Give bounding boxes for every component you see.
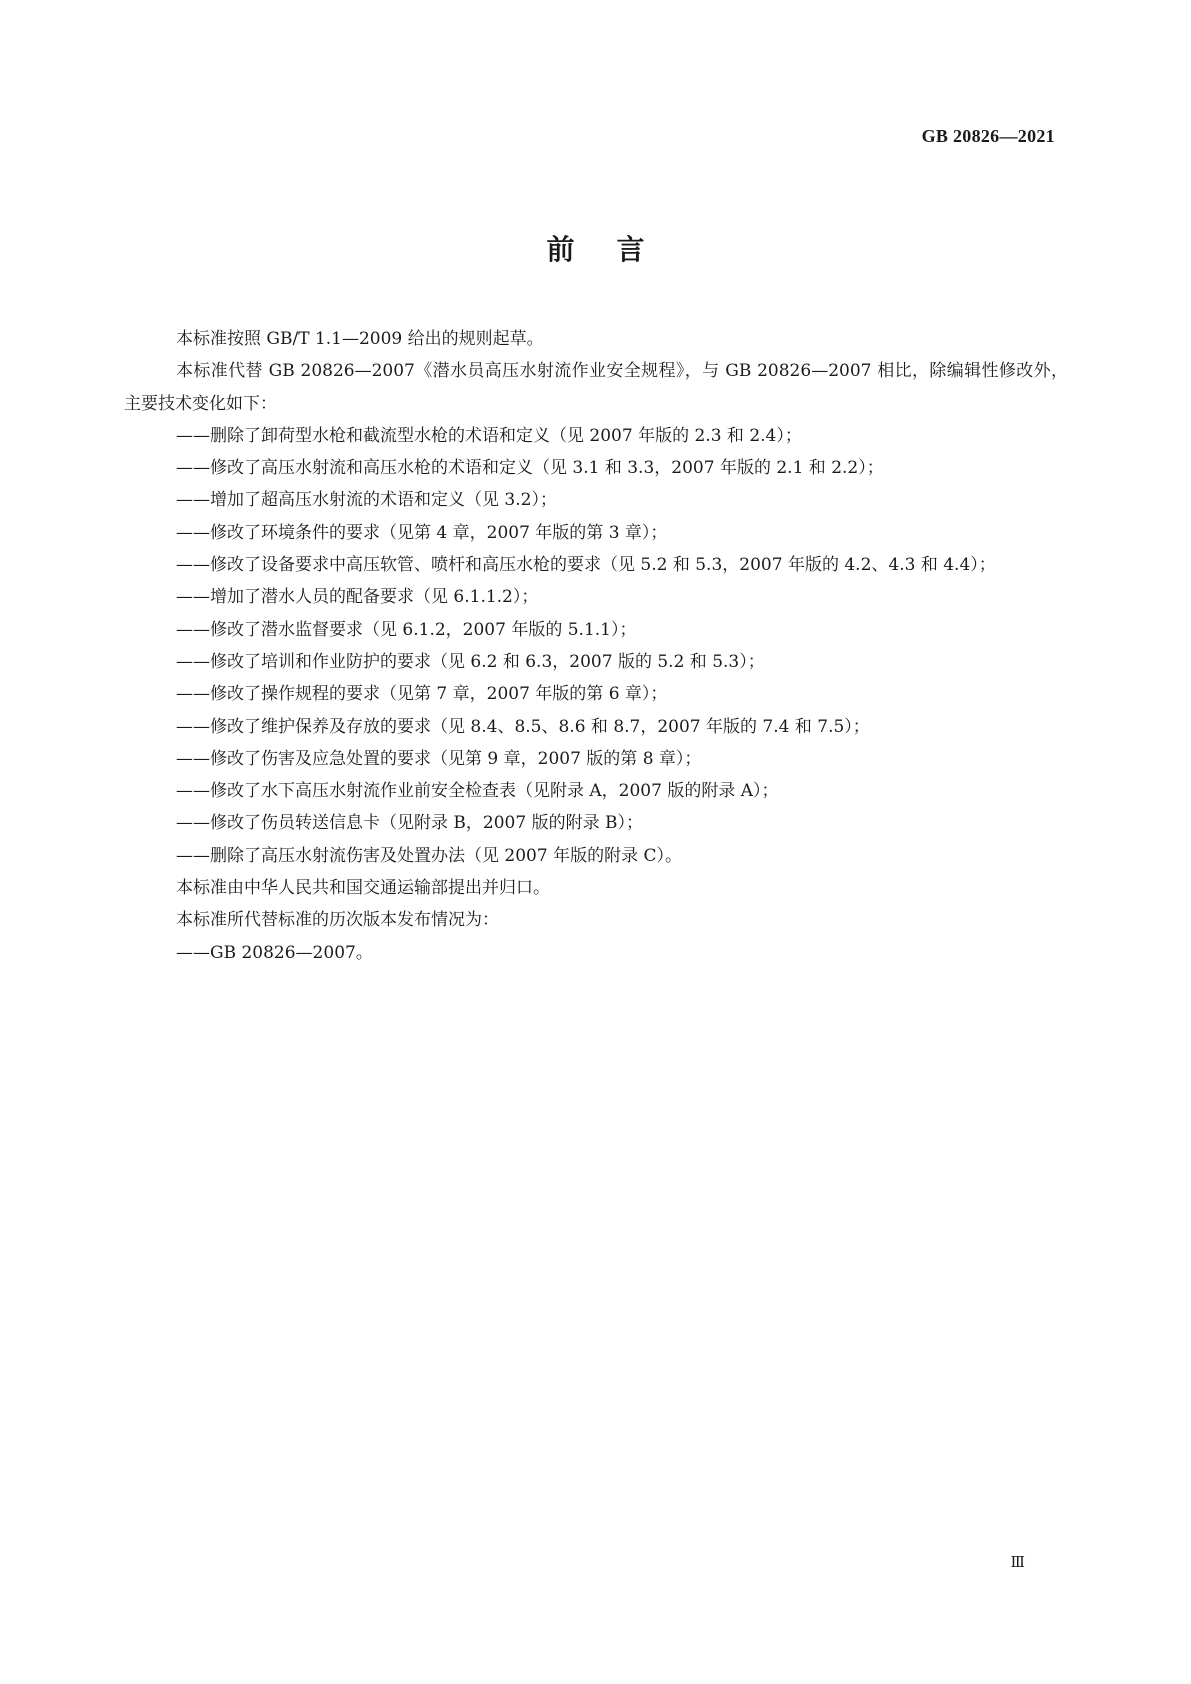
page-title: 前言 xyxy=(546,233,687,266)
list-item: ——修改了伤害及应急处置的要求（见第 9 章，2007 版的第 8 章）； xyxy=(176,748,702,769)
list-item: ——删除了高压水射流伤害及处置办法（见 2007 年版的附录 C）。 xyxy=(176,845,682,866)
paragraph-proposer: 本标准由中华人民共和国交通运输部提出并归口。 xyxy=(176,878,550,899)
paragraph-history-intro: 本标准所代替标准的历次版本发布情况为： xyxy=(176,910,499,931)
list-item: ——增加了潜水人员的配备要求（见 6.1.1.2）； xyxy=(176,587,539,608)
list-item: ——修改了环境条件的要求（见第 4 章，2007 年版的第 3 章）； xyxy=(176,522,668,543)
list-item: ——修改了伤员转送信息卡（见附录 B，2007 版的附录 B）； xyxy=(176,813,643,834)
list-item: ——修改了高压水射流和高压水枪的术语和定义（见 3.1 和 3.3，2007 年版的 2.1 和 2.2）； xyxy=(176,458,884,479)
page-number: Ⅲ xyxy=(1010,1555,1025,1571)
list-item: ——修改了操作规程的要求（见第 7 章，2007 年版的第 6 章）； xyxy=(176,684,668,705)
list-item: ——修改了水下高压水射流作业前安全检查表（见附录 A，2007 版的附录 A）； xyxy=(176,781,779,802)
foreword-body xyxy=(124,323,1068,969)
paragraph-drafting-rules: 本标准按照 GB/T 1.1—2009 给出的规则起草。 xyxy=(176,329,544,349)
list-item: ——修改了培训和作业防护的要求（见 6.2 和 6.3，2007 版的 5.2 和 5.3）； xyxy=(176,651,765,672)
paragraph-replaces: 本标准代替 GB 20826—2007《潜水员高压水射流作业安全规程》，与 GB 20826—2007 相比，除编辑性修改外，主要技术变化如下： xyxy=(124,361,1068,414)
list-item: ——修改了设备要求中高压软管、喷杆和高压水枪的要求（见 5.2 和 5.3，2007 年版的 4.2、4.3 和 4.4）； xyxy=(176,555,996,576)
list-item: ——删除了卸荷型水枪和截流型水枪的术语和定义（见 2007 年版的 2.3 和 2.4）； xyxy=(176,425,802,446)
history-item: ——GB 20826—2007。 xyxy=(176,942,373,963)
list-item: ——修改了潜水监督要求（见 6.1.2，2007 年版的 5.1.1）； xyxy=(176,619,637,640)
list-item: ——修改了维护保养及存放的要求（见 8.4、8.5、8.6 和 8.7，2007 年版的 7.4 和 7.5）； xyxy=(176,716,870,737)
standard-number: GB 20826—2021 xyxy=(921,126,1055,146)
list-item: ——增加了超高压水射流的术语和定义（见 3.2）； xyxy=(176,490,557,511)
